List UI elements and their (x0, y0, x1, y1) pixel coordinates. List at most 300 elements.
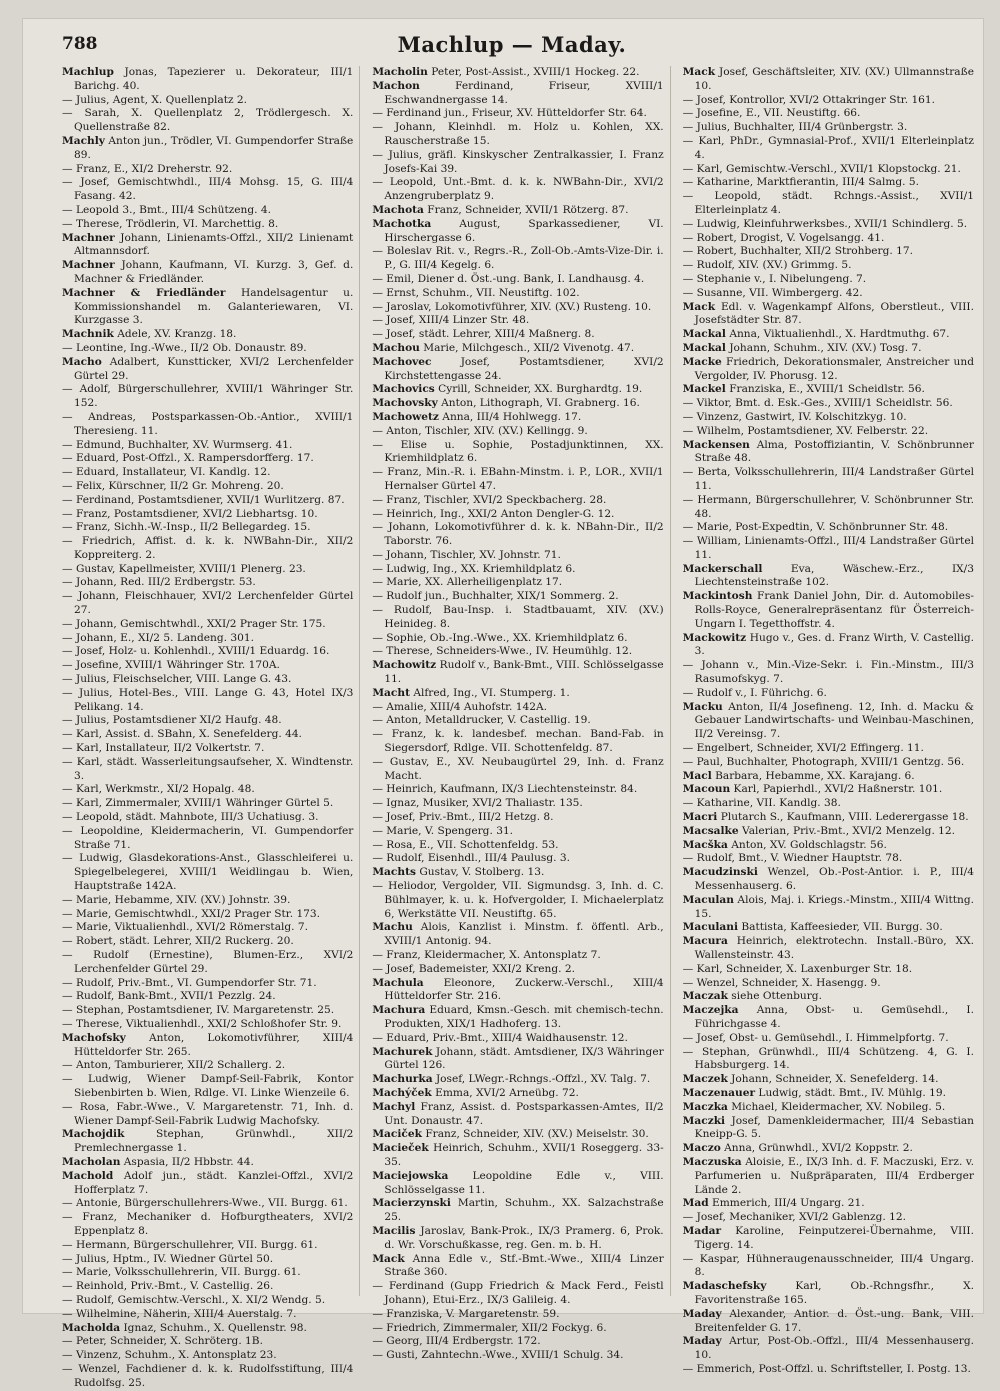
directory-entry (372, 1073, 663, 1087)
directory-entry (62, 990, 353, 1004)
entry-text: Josef, LWegr.-Rchngs.-Offzl., XV. Talg. 7. (435, 1073, 651, 1086)
directory-entry (372, 508, 663, 522)
entry-surname: Machner (62, 231, 115, 244)
directory-entry (372, 273, 663, 287)
directory-entry (372, 880, 663, 921)
directory-entry (62, 659, 353, 673)
entry-surname: Macoun (682, 783, 731, 796)
directory-entry (62, 1322, 353, 1336)
entry-surname: Machowitz (372, 659, 437, 672)
entry-text: Plutarch S., Kaufmann, VIII. Lederergasse 18. (720, 811, 969, 824)
directory-entry (372, 1280, 663, 1308)
entry-text: — Ferdinand, Postamtsdiener, XVII/1 Wurlitzerg. 87. (62, 493, 345, 506)
entry-text: — Jaroslav, Lokomotivführer, XIV. (XV.) Rusteng. 10. (372, 300, 652, 313)
entry-text: Jaroslav, Bank-Prok., IX/3 Pramerg. 6, Prok. d. Wr. Vorschußkasse, reg. Gen. m. b. H. (384, 1224, 664, 1251)
entry-surname: Maczek (682, 1073, 728, 1086)
directory-entry (372, 714, 663, 728)
entry-text: — Friedrich, Zimmermaler, XII/2 Fockyg. 6. (372, 1321, 607, 1334)
entry-surname: Machojdik (62, 1128, 125, 1141)
entry-text: — Therese, Schneiders-Wwe., IV. Heumühlg. 12. (372, 645, 633, 658)
entry-text: Aloisie, E., IX/3 Inh. d. F. Maczuski, Erz. v. Parfumerien u. Nußpräparaten, III/4 Erdberger Lände 2. (694, 1155, 974, 1196)
entry-text: Josef, Geschäftsleiter, XIV. (XV.) Ullmannstraße 10. (694, 66, 974, 92)
entry-text: — Rosa, E., VII. Schottenfeldg. 53. (372, 838, 559, 851)
entry-text: — Karl, Installateur, II/2 Volkertstr. 7. (62, 742, 265, 755)
entry-surname: Maczo (682, 1142, 721, 1155)
entry-text: — Johann, Red. III/2 Erdbergstr. 53. (62, 576, 256, 589)
directory-entry (372, 356, 663, 384)
entry-text: — Heinrich, Kaufmann, IX/3 Liechtensteinstr. 84. (372, 783, 638, 796)
entry-text: — Karl, Werkmstr., XI/2 Hopalg. 48. (62, 783, 255, 796)
entry-text: — Karl, Assist. d. SBahn, X. Senefelderg. 44. (62, 728, 302, 741)
directory-entry (372, 949, 663, 963)
directory-entry (372, 494, 663, 508)
entry-text: — Josefine, E., VII. Neustiftg. 66. (682, 107, 861, 120)
entry-text: — Julius, Fleischselcher, VIII. Lange G. 43. (62, 673, 292, 686)
directory-entry (62, 521, 353, 535)
directory-entry (372, 1349, 663, 1363)
directory-entry (62, 852, 353, 893)
entry-text: — Rudolf, Bau-Insp. i. Stadtbauamt, XIV. (XV.) Heinideg. 8. (372, 604, 664, 630)
entry-text: — Julius, Hotel-Bes., VIII. Lange G. 43, Hotel IX/3 Pelikang. 14. (62, 686, 354, 713)
directory-entry (683, 232, 974, 246)
entry-surname: Machner (62, 259, 115, 272)
entry-text: Alois, Maj. i. Kriegs.-Minstm., XIII/4 Wittng. 15. (694, 893, 974, 920)
directory-entry (683, 742, 974, 756)
directory-entry (372, 825, 663, 839)
entry-text: Ludwig, städt. Bmt., IV. Mühlg. 19. (758, 1086, 946, 1099)
directory-entry (62, 949, 353, 977)
directory-entry (683, 259, 974, 273)
entry-text: — Peter, Schneider, X. Schröterg. 1B. (62, 1335, 263, 1348)
entry-surname: Mack (682, 66, 716, 78)
entry-text: — Friedrich, Affist. d. k. k. NWBahn-Dir., XII/2 Koppreiterg. 2. (62, 535, 354, 561)
directory-entry (62, 1294, 353, 1308)
entry-text: — Anton, Tischler, XIV. (XV.) Kellingg. 9. (372, 424, 588, 437)
entry-surname: Machyl (372, 1100, 416, 1113)
entry-surname: Machurka (372, 1073, 433, 1086)
directory-entry (62, 176, 353, 204)
entry-text: Barbara, Hebamme, XX. Karajang. 6. (715, 769, 915, 782)
entry-text: Leopoldine Edle v., VIII. Schlösselgasse 11. (384, 1169, 664, 1196)
directory-entry (372, 66, 663, 80)
entry-surname: Macsalke (682, 824, 739, 837)
entry-text: Johann, städt. Amtsdiener, IX/3 Währinger Gürtel 126. (384, 1045, 664, 1072)
entry-surname: Machurek (372, 1045, 433, 1058)
entry-surname: Macudzinski (682, 866, 758, 879)
directory-entry (683, 1280, 974, 1308)
entry-text: — Rudolf jun., Buchhalter, XIX/1 Sommerg. 2. (372, 590, 619, 603)
entry-surname: Machlup (62, 66, 114, 78)
directory-entry (372, 1046, 663, 1074)
entry-text: — Julius, gräfl. Kinskyscher Zentralkassier, I. Franz Josefs-Kai 39. (372, 148, 664, 175)
entry-surname: Madar (682, 1224, 722, 1237)
entry-text: — Josef, Obst- u. Gemüsehdl., I. Himmelpfortg. 7. (682, 1031, 949, 1044)
entry-text: Peter, Post-Assist., XVIII/1 Hockeg. 22. (431, 66, 640, 78)
directory-entry (62, 1101, 353, 1129)
directory-entry (683, 439, 974, 467)
directory-entry (372, 839, 663, 853)
entry-text: — Wilhelm, Postamtsdiener, XV. Felberstr. 22. (682, 424, 929, 437)
entry-surname: Macholan (62, 1155, 121, 1168)
entry-text: Eleonore, Zuckerw.-Verschl., XIII/4 Hütteldorfer Str. 216. (384, 976, 664, 1003)
entry-text: — Marie, V. Spengerg. 31. (372, 824, 514, 837)
directory-entry (62, 742, 353, 756)
entry-text: — Josef, Gemischtwhdl., III/4 Mohsg. 15, G. III/4 Fasang. 42. (62, 176, 354, 203)
directory-entry (372, 439, 663, 467)
entry-text: Franz, Schneider, XIV. (XV.) Meiselstr. 30. (425, 1128, 649, 1141)
directory-entry (683, 521, 974, 535)
entry-text: — Viktor, Bmt. d. Esk.-Ges., XVIII/1 Scheidlstr. 56. (682, 397, 953, 410)
entry-text: — Robert, Buchhalter, XII/2 Strohberg. 17. (682, 245, 913, 258)
directory-entry (683, 1253, 974, 1281)
entry-surname: Machowetz (372, 410, 439, 423)
entry-surname: Macieček (372, 1142, 429, 1155)
directory-entry (683, 1363, 974, 1377)
directory-entry (62, 1253, 353, 1267)
entry-surname: Mad (682, 1197, 709, 1210)
entry-text: — Edmund, Buchhalter, XV. Wurmserg. 41. (62, 438, 293, 451)
entry-text: — Eduard, Priv.-Bmt., XIII/4 Waidhausenstr. 12. (372, 1031, 628, 1044)
entry-text: Anna, Obst- u. Gemüsehdl., I. Führichgasse 4. (694, 1004, 974, 1030)
entry-text: — Hermann, Bürgerschullehrer, V. Schönbrunner Str. 48. (682, 493, 974, 520)
directory-entry (372, 342, 663, 356)
entry-text: Adele, XV. Kranzg. 18. (117, 328, 237, 341)
directory-entry (62, 977, 353, 991)
directory-entry (683, 342, 974, 356)
directory-entry (372, 1197, 663, 1225)
entry-text: Eva, Wäschew.-Erz., IX/3 Liechtensteinstraße 102. (694, 562, 974, 589)
entry-text: Karl, Papierhdl., XVI/2 Haßnerstr. 101. (733, 783, 943, 796)
entry-text: — Eduard, Installateur, VI. Kandlg. 12. (62, 466, 271, 479)
directory-entry (62, 480, 353, 494)
entry-text: — Katharine, VII. Kandlg. 38. (682, 797, 841, 810)
entry-surname: Machotka (372, 217, 432, 230)
entry-text: — Adolf, Bürgerschullehrer, XVIII/1 Währinger Str. 152. (62, 383, 354, 410)
directory-entry (62, 825, 353, 853)
entry-text: — Heliodor, Vergolder, VII. Sigmundsg. 3, Inh. d. C. Bühlmayer, k. u. k. Hofvergolder, I. Michaelerplatz 6, Werkstätte VII. Neustiftg. 65. (372, 880, 664, 920)
directory-entry (683, 94, 974, 108)
entry-surname: Macl (682, 769, 712, 782)
entry-text: Anna Edle v., Stf.-Bmt.-Wwe., XIII/4 Linzer Straße 360. (384, 1252, 664, 1279)
entry-text: — Franz, k. k. landesbef. mechan. Band-Fab. in Siegersdorf, Rdlge. VII. Schottenfeldg. 87. (372, 728, 664, 755)
entry-text: — Marie, Viktualienhdl., XVI/2 Römerstalg. 7. (62, 921, 309, 934)
directory-entry (62, 494, 353, 508)
directory-entry (62, 411, 353, 439)
entry-text: — Stephan, Postamtsdiener, IV. Margaretenstr. 25. (62, 1004, 335, 1017)
directory-entry (372, 1142, 663, 1170)
entry-surname: Machota (372, 203, 424, 216)
directory-entry (683, 1115, 974, 1143)
directory-entry (683, 466, 974, 494)
entry-text: siehe Ottenburg. (731, 990, 822, 1003)
directory-entry (372, 314, 663, 328)
directory-entry (683, 1335, 974, 1363)
entry-surname: Maczejka (682, 1004, 739, 1017)
directory-entry (683, 811, 974, 825)
entry-text: — Gustav, E., XV. Neubaugürtel 29, Inh. d. Franz Macht. (372, 755, 664, 782)
entry-text: — Rudolf (Ernestine), Blumen-Erz., XVI/2 Lerchenfelder Gürtel 29. (62, 949, 354, 975)
entry-text: — Franz, E., XI/2 Dreherstr. 92. (62, 162, 233, 175)
directory-entry (372, 1225, 663, 1253)
directory-entry (372, 866, 663, 880)
entry-text: — Antonie, Bürgerschullehrers-Wwe., VII. Burgg. 61. (62, 1197, 348, 1210)
directory-entry (372, 521, 663, 549)
entry-text: — Franz, Min.-R. i. EBahn-Minstm. i. P., LOR., XVII/1 Hernalser Gürtel 47. (372, 466, 664, 492)
entry-text: — Vinzenz, Schuhm., X. Antonsplatz 23. (62, 1349, 277, 1362)
entry-text: Heinrich, elektrotechn. Install.-Büro, XX. Wallensteinstr. 43. (694, 935, 974, 961)
entry-text: Johann, Kaufmann, VI. Kurzg. 3, Gef. d. Machner & Friedländer. (74, 259, 354, 285)
entry-text: Ignaz, Schuhm., X. Quellenstr. 98. (123, 1321, 307, 1334)
entry-text: — Julius, Hptm., IV. Wiedner Gürtel 50. (62, 1252, 274, 1265)
directory-entry (372, 301, 663, 315)
entry-surname: Maczki (682, 1114, 726, 1127)
entry-text: — Rudolf, Gemischtw.-Verschl., X. XI/2 Wendg. 5. (62, 1293, 326, 1306)
entry-text: Franziska, E., XVIII/1 Scheidlstr. 56. (729, 383, 925, 396)
directory-entry (683, 176, 974, 190)
directory-entry (62, 356, 353, 384)
entry-text: — Wilhelmine, Näherin, XIII/4 Auerstalg. 7. (62, 1307, 297, 1320)
directory-entry (372, 1101, 663, 1129)
directory-entry (62, 218, 353, 232)
entry-text: — Rudolf, Bmt., V. Wiedner Hauptstr. 78. (682, 852, 903, 865)
directory-entry (372, 1322, 663, 1336)
entry-surname: Madaschefsky (682, 1280, 767, 1293)
directory-entry (62, 204, 353, 218)
directory-entry (62, 576, 353, 590)
entry-text: — Robert, Drogist, V. Vogelsangg. 41. (682, 231, 885, 244)
entry-text: Anna, III/4 Hohlwegg. 17. (442, 410, 582, 423)
entry-text: — Emmerich, Post-Offzl. u. Schriftsteller, I. Postg. 13. (682, 1362, 971, 1375)
entry-surname: Machýček (372, 1086, 432, 1099)
entry-text: — Marie, Volksschullehrerin, VII. Burgg. 61. (62, 1266, 301, 1279)
directory-entry (372, 1128, 663, 1142)
directory-entry (372, 563, 663, 577)
entry-text: — Josefine, XVIII/1 Währinger Str. 170A. (62, 659, 280, 672)
entry-text: Anton, Lokomotivführer, XIII/4 Hütteldorfer Str. 265. (74, 1031, 354, 1058)
entry-surname: Machovec (372, 355, 432, 368)
directory-entry (372, 80, 663, 108)
directory-entry (372, 1004, 663, 1032)
entry-text: Anton, XV. Goldschlagstr. 56. (731, 838, 887, 851)
entry-text: Josef, Damenkleidermacher, III/4 Sebastian Kneipp-G. 5. (694, 1114, 974, 1141)
entry-text: Heinrich, Schuhm., XVII/1 Roseggerg. 33-35. (384, 1142, 664, 1168)
entry-text: — Felix, Kürschner, II/2 Gr. Mohreng. 20. (62, 479, 284, 492)
directory-entry (62, 163, 353, 177)
running-head: Machlup — Maday. (397, 32, 627, 57)
entry-text: — Franz, Postamtsdiener, XVI/2 Liebhartsg. 10. (62, 507, 318, 520)
entry-text: — Rudolf, Bank-Bmt., XVII/1 Pezzlg. 24. (62, 990, 276, 1003)
directory-page (22, 18, 984, 1389)
entry-text: — Leopold, städt. Mahnbote, III/3 Uchatiusg. 3. (62, 811, 319, 824)
entry-surname: Macho (62, 355, 102, 368)
entry-text: Johann, Linienamts-Offzl., XII/2 Linienamt Altmannsdorf. (74, 231, 354, 258)
entry-text: Marie, Milchgesch., XII/2 Vivenotg. 47. (423, 341, 635, 354)
entry-text: — Berta, Volksschullehrerin, III/4 Landstraßer Gürtel 11. (682, 466, 974, 492)
entry-text: Wenzel, Ob.-Post-Antior. i. P., III/4 Messenhauserg. 6. (694, 866, 974, 893)
directory-entry (683, 852, 974, 866)
directory-entry (62, 935, 353, 949)
entry-text: Anton, II/4 Josefineng. 12, Inh. d. Macku & Gebauer Landwirtschafts- und Weinbau-Maschinen, II/2 Vereinsg. 7. (694, 700, 974, 741)
entry-text: — Josef, Priv.-Bmt., III/2 Hetzg. 8. (372, 811, 554, 824)
directory-entry (372, 425, 663, 439)
directory-entry (372, 411, 663, 425)
entry-text: Alexander, Antior. d. Öst.-ung. Bank, VIII. Breitenfelder G. 17. (694, 1307, 974, 1334)
directory-entry (372, 701, 663, 715)
directory-entry (683, 659, 974, 687)
directory-entry (683, 121, 974, 135)
entry-text: — Stephanie v., I. Nibelungeng. 7. (682, 272, 867, 285)
entry-text: — Paul, Buchhalter, Photograph, XVIII/1 Gentzg. 56. (682, 755, 965, 768)
entry-text: Franz, Schneider, XVII/1 Rötzerg. 87. (427, 203, 629, 216)
directory-entry (62, 714, 353, 728)
directory-entry (372, 604, 663, 632)
entry-text: — Karl, PhDr., Gymnasial-Prof., XVII/1 Elterleinplatz 4. (682, 134, 974, 161)
directory-entry (62, 563, 353, 577)
entry-text: Emma, XVI/2 Arneübg. 72. (435, 1086, 579, 1099)
entry-text: — Ludwig, Wiener Dampf-Seil-Fabrik, Kontor Siebenbirten b. Wien, Rdlge. VI. Linke Wienzeile 6. (62, 1073, 354, 1099)
entry-text: — Franz, Tischler, XVI/2 Speckbacherg. 28. (372, 493, 607, 506)
directory-entry (683, 190, 974, 218)
entry-surname: Macilis (372, 1224, 416, 1237)
entry-text: — Johann, Fleischhauer, XVI/2 Lerchenfelder Gürtel 27. (62, 590, 354, 617)
entry-text: — Franz, Mechaniker d. Hofburgtheaters, XVI/2 Eppenplatz 8. (62, 1211, 354, 1237)
directory-entry (683, 287, 974, 301)
directory-entry (62, 1197, 353, 1211)
entry-text: Handelsagentur u. Kommissionshandel m. Galanteriewaren, VI. Kurzgasse 3. (74, 286, 354, 327)
entry-text: Jonas, Tapezierer u. Dekorateur, III/1 Barichg. 40. (74, 66, 354, 92)
entry-surname: Maday (682, 1307, 722, 1320)
entry-text: Anna, Grünwhdl., XVI/2 Koppstr. 2. (724, 1142, 913, 1155)
directory-entry (683, 135, 974, 163)
entry-text: — Rosa, Fabr.-Wwe., V. Margaretenstr. 71, Inh. d. Wiener Dampf-Seil-Fabrik Ludwig Machofsky. (62, 1100, 354, 1127)
entry-text: Anna, Viktualienhdl., X. Hardtmuthg. 67. (729, 328, 950, 341)
entry-surname: Machura (372, 1004, 426, 1017)
entry-surname: Machou (372, 341, 420, 354)
directory-entry (372, 1170, 663, 1198)
entry-text: — Karl, Schneider, X. Laxenburger Str. 18. (682, 962, 913, 975)
directory-entry (372, 1308, 663, 1322)
entry-text: — Georg, III/4 Erdbergstr. 172. (372, 1335, 541, 1348)
directory-entry (62, 645, 353, 659)
directory-entry (62, 1211, 353, 1239)
entry-text: — Leopold 3., Bmt., III/4 Schützeng. 4. (62, 203, 271, 216)
entry-text: — Ferdinand (Gupp Friedrich & Mack Ferd., Feistl Johann), Etui-Erz., IX/3 Galileig. 4. (372, 1280, 664, 1306)
entry-text: — Eduard, Post-Offzl., X. Rampersdorfferg. 17. (62, 452, 314, 465)
directory-entry (372, 963, 663, 977)
entry-surname: Maday (682, 1335, 722, 1348)
entry-surname: Machold (62, 1169, 114, 1182)
entry-text: — William, Linienamts-Offzl., III/4 Landstraßer Gürtel 11. (682, 535, 974, 561)
entry-surname: Machts (372, 866, 416, 879)
directory-entry (62, 1018, 353, 1032)
directory-entry (683, 839, 974, 853)
entry-surname: Maczak (682, 990, 728, 1003)
entry-surname: Machu (372, 921, 413, 934)
directory-entry (62, 1073, 353, 1101)
directory-entry (62, 1280, 353, 1294)
entry-text: — Johann, Gemischtwhdl., XXI/2 Prager Str. 175. (62, 617, 326, 630)
directory-entry (62, 135, 353, 163)
entry-text: — Rudolf v., I. Führichg. 6. (682, 686, 827, 699)
entry-text: — Ludwig, Glasdekorations-Anst., Glasschleiferei u. Spiegelbelegerei, XVIII/1 Weidlingau b. Wien, Hauptstraße 142A. (62, 852, 354, 893)
entry-text: Stephan, Grünwhdl., XII/2 Premlechnergasse 1. (74, 1128, 354, 1155)
directory-entry (683, 990, 974, 1004)
entry-surname: Machofsky (62, 1031, 126, 1044)
entry-text: Hugo v., Ges. d. Franz Wirth, V. Castellig. 3. (694, 631, 974, 658)
entry-text: — Rudolf, Eisenhdl., III/4 Paulusg. 3. (372, 852, 570, 865)
entry-text: Karl, Ob.-Rchngsfhr., X. Favoritenstraße 165. (694, 1280, 974, 1306)
directory-entry (683, 1046, 974, 1074)
directory-entry (683, 66, 974, 94)
directory-entry (62, 508, 353, 522)
directory-entry (62, 1239, 353, 1253)
entry-text: — Karl, Zimmermaler, XVIII/1 Währinger Gürtel 5. (62, 797, 334, 810)
directory-entry (62, 1032, 353, 1060)
entry-text: — Reinhold, Priv.-Bmt., V. Castellig. 26. (62, 1280, 274, 1293)
directory-entry (62, 1349, 353, 1363)
directory-entry (372, 852, 663, 866)
directory-entry (372, 576, 663, 590)
entry-surname: Mackintosh (682, 590, 753, 603)
entry-text: Rudolf v., Bank-Bmt., VIII. Schlösselgasse 11. (384, 659, 664, 686)
entry-text: — Kaspar, Hühneraugenausschneider, III/4 Ungarg. 8. (682, 1252, 974, 1279)
entry-surname: Machovsky (372, 397, 438, 410)
entry-surname: Macke (682, 355, 722, 368)
entry-text: — Ferdinand jun., Friseur, XV. Hütteldorfer Str. 64. (372, 107, 647, 120)
entry-surname: Macška (682, 838, 728, 851)
entry-text: — Ludwig, Kleinfuhrwerksbes., XVII/1 Schindlerg. 5. (682, 217, 968, 230)
directory-entry (62, 590, 353, 618)
directory-entry (372, 121, 663, 149)
directory-entry (372, 218, 663, 246)
directory-entry (683, 1197, 974, 1211)
directory-entry (683, 1142, 974, 1156)
directory-entry (683, 425, 974, 439)
directory-entry (62, 1335, 353, 1349)
entry-text: Anton jun., Trödler, VI. Gumpendorfer Straße 89. (74, 134, 354, 161)
directory-entry (683, 1032, 974, 1046)
entry-surname: Mackerschall (682, 562, 763, 575)
entry-text: — Josef, XIII/4 Linzer Str. 48. (372, 314, 530, 327)
entry-surname: Maczuska (682, 1155, 742, 1168)
entry-text: — Anton, Tamburierer, XII/2 Schallerg. 2. (62, 1059, 286, 1072)
entry-surname: Maculan (682, 893, 734, 906)
entry-text: — Johann v., Min.-Vize-Sekr. i. Fin.-Minstm., III/3 Rasumofskyg. 7. (682, 659, 974, 686)
entry-surname: Machon (372, 79, 420, 92)
entry-text: — Ernst, Schuhm., VII. Neustiftg. 102. (372, 286, 580, 299)
directory-entry (372, 204, 663, 218)
directory-entry (683, 328, 974, 342)
directory-entry (683, 356, 974, 384)
entry-text: — Ignaz, Musiker, XVI/2 Thaliastr. 135. (372, 797, 583, 810)
directory-entry (683, 494, 974, 522)
entry-text: — Katharine, Marktfierantin, III/4 Salmg. 5. (682, 176, 920, 189)
column-1 (62, 66, 360, 1389)
entry-text: — Heinrich, Ing., XXI/2 Anton Dengler-G. 12. (372, 507, 615, 520)
directory-entry (683, 1101, 974, 1115)
directory-entry (683, 245, 974, 259)
page-number: 788 (62, 34, 98, 54)
directory-entry (62, 452, 353, 466)
directory-entry (62, 783, 353, 797)
directory-entry (62, 466, 353, 480)
directory-entry (372, 1087, 663, 1101)
directory-entry (683, 921, 974, 935)
entry-text: August, Sparkassediener, VI. Hirschergasse 6. (384, 217, 664, 244)
entry-text: Friedrich, Dekorationsmaler, Anstreicher und Vergolder, IV. Phorusg. 12. (694, 355, 974, 382)
directory-entry (62, 107, 353, 135)
entry-surname: Maciček (372, 1128, 422, 1141)
